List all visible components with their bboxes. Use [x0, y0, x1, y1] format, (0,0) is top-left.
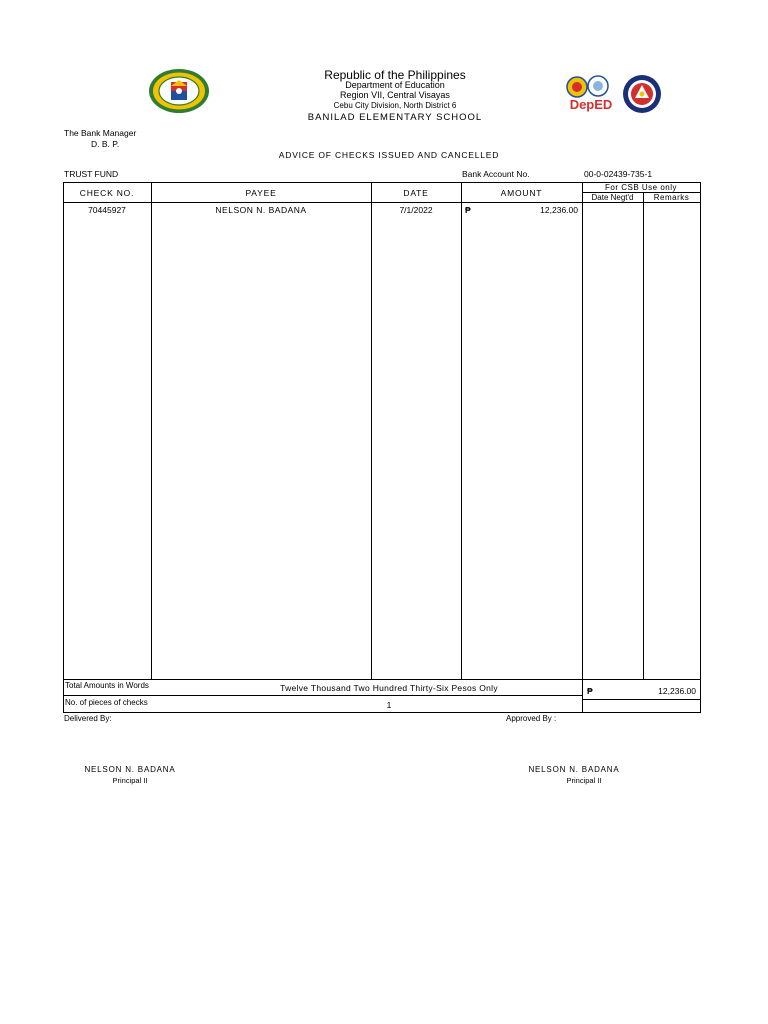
deped-seal-icon: [622, 74, 662, 114]
approved-by-title: Principal II: [566, 776, 602, 785]
republic-text: Republic of the Philippines: [324, 68, 466, 82]
header-payee: PAYEE: [245, 188, 277, 198]
delivered-by-title: Principal II: [112, 776, 148, 785]
total-currency-symbol: ₱: [587, 686, 593, 696]
header-amount: AMOUNT: [500, 188, 543, 198]
addressee-line2: D. B. P.: [91, 139, 120, 149]
header-check-no: CHECK NO.: [79, 188, 135, 198]
row-check-no: 70445927: [88, 205, 126, 215]
row-currency-symbol: ₱: [465, 205, 471, 215]
header-remarks: Remarks: [653, 193, 690, 202]
total-words-label: Total Amounts in Words: [65, 681, 149, 690]
row-amount: 12,236.00: [540, 205, 578, 215]
region-text: Region VII, Central Visayas: [340, 90, 450, 100]
pieces-value: 1: [386, 700, 392, 710]
header-csb: For CSB Use only: [604, 183, 678, 192]
total-amount: 12,236.00: [658, 686, 696, 696]
department-text: Department of Education: [345, 80, 445, 90]
header-date-negtd: Date Negt'd: [591, 193, 634, 202]
deped-logo-icon: [562, 72, 620, 112]
svg-text:DepED: DepED: [569, 97, 613, 112]
header-date: DATE: [403, 188, 429, 198]
pieces-label: No. of pieces of checks: [65, 698, 148, 707]
bank-account-label: Bank Account No.: [462, 169, 530, 179]
delivered-by-name: NELSON N. BADANA: [84, 765, 176, 774]
fund-label: TRUST FUND: [64, 169, 119, 179]
total-words-value: Twelve Thousand Two Hundred Thirty-Six Pesos Only: [280, 683, 498, 693]
row-payee: NELSON N. BADANA: [215, 205, 307, 215]
addressee-line1: The Bank Manager: [64, 128, 137, 138]
approved-by-name: NELSON N. BADANA: [528, 765, 620, 774]
form-title: ADVICE OF CHECKS ISSUED AND CANCELLED: [278, 150, 500, 160]
school-name: BANILAD ELEMENTARY SCHOOL: [307, 112, 483, 123]
delivered-by-label: Delivered By:: [64, 714, 112, 723]
school-seal-icon: [148, 68, 210, 114]
approved-by-label: Approved By :: [506, 714, 557, 723]
row-date: 7/1/2022: [399, 205, 433, 215]
division-text: Cebu City Division, North District 6: [333, 101, 457, 110]
bank-account-number: 00-0-02439-735-1: [584, 169, 653, 179]
